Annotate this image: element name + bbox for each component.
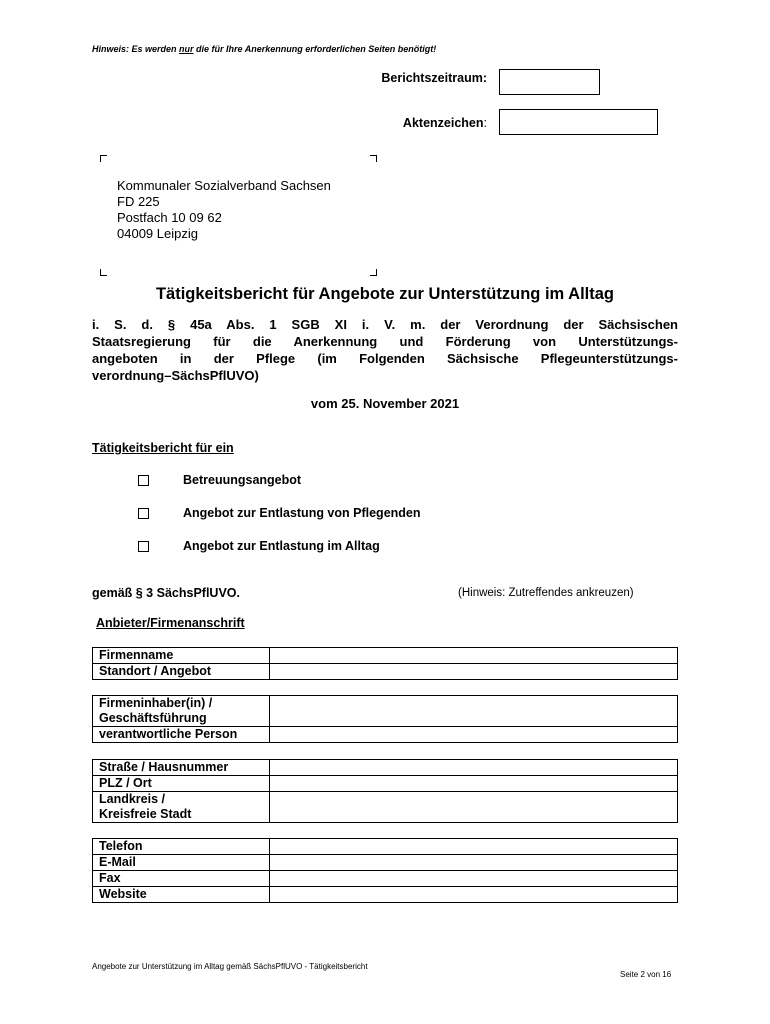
field-input-website[interactable] — [270, 887, 678, 903]
provider-table-address — [92, 759, 678, 823]
table-row — [93, 792, 678, 823]
table-row — [93, 664, 678, 680]
table-row — [93, 839, 678, 855]
field-label-plz-ort: PLZ / Ort — [93, 776, 270, 792]
field-label-landkreis — [93, 792, 270, 823]
address-line-4: 04009 Leipzig — [117, 226, 198, 241]
field-input-fax[interactable] — [270, 871, 678, 887]
field-input-email[interactable] — [270, 855, 678, 871]
aktenzeichen-colon: : — [483, 116, 487, 130]
field-input-landkreis[interactable] — [270, 792, 678, 823]
field-label-inhaber-line-1: Firmeninhaber(in) / — [99, 696, 213, 710]
recipient-address — [117, 178, 331, 242]
field-label-firmenname: Firmenname — [93, 648, 270, 664]
address-corner-top-left — [100, 155, 107, 162]
hint-text-emphasis: nur — [179, 44, 194, 54]
aktenzeichen-label — [403, 116, 487, 130]
option-checkbox-entlastung-alltag[interactable] — [138, 541, 149, 552]
footer-page-number: Seite 2 von 16 — [620, 970, 672, 979]
field-label-fax: Fax — [93, 871, 270, 887]
address-line-2: FD 225 — [117, 194, 160, 209]
option-label-betreuungsangebot: Betreuungsangebot — [183, 473, 302, 487]
provider-table-company — [92, 647, 678, 680]
field-label-inhaber — [93, 696, 270, 727]
table-row — [93, 776, 678, 792]
legal-line-3: angeboten in der Pflege (im Folgenden Sächsische Pflegeunterstützungs- — [92, 351, 678, 366]
table-row — [93, 696, 678, 727]
hint-text-post: die für Ihre Anerkennung erforderlichen Seiten benötigt! — [193, 44, 437, 54]
hint-text-pre: Hinweis: Es werden — [92, 44, 180, 54]
table-row — [93, 855, 678, 871]
address-line-3: Postfach 10 09 62 — [117, 210, 222, 225]
table-row — [93, 648, 678, 664]
field-input-verantwortliche-person[interactable] — [270, 727, 678, 743]
tick-hint: (Hinweis: Zutreffendes ankreuzen) — [458, 587, 634, 599]
option-label-entlastung-pflegende: Angebot zur Entlastung von Pflegenden — [183, 506, 421, 520]
legal-reference: gemäß § 3 SächsPflUVO. — [92, 586, 240, 600]
regulation-date: vom 25. November 2021 — [310, 396, 460, 411]
table-row — [93, 871, 678, 887]
address-corner-bottom-right — [370, 269, 377, 276]
address-line-1: Kommunaler Sozialverband Sachsen — [117, 178, 331, 193]
field-label-landkreis-line-1: Landkreis / — [99, 792, 165, 806]
berichtszeitraum-label: Berichtszeitraum: — [381, 71, 487, 85]
option-checkbox-betreuungsangebot[interactable] — [138, 475, 149, 486]
field-label-landkreis-line-2: Kreisfreie Stadt — [99, 807, 192, 821]
aktenzeichen-field[interactable] — [499, 109, 658, 135]
field-input-plz-ort[interactable] — [270, 776, 678, 792]
legal-basis-paragraph — [92, 316, 678, 384]
field-input-strasse[interactable] — [270, 760, 678, 776]
field-label-standort: Standort / Angebot — [93, 664, 270, 680]
field-input-telefon[interactable] — [270, 839, 678, 855]
hint-note — [92, 44, 436, 54]
field-input-standort[interactable] — [270, 664, 678, 680]
berichtszeitraum-field[interactable] — [499, 69, 600, 95]
field-label-strasse: Straße / Hausnummer — [93, 760, 270, 776]
field-label-inhaber-line-2: Geschäftsführung — [99, 711, 207, 725]
table-row — [93, 887, 678, 903]
field-label-website: Website — [93, 887, 270, 903]
field-label-verantwortliche-person: verantwortliche Person — [93, 727, 270, 743]
field-input-inhaber[interactable] — [270, 696, 678, 727]
table-row — [93, 760, 678, 776]
address-corner-top-right — [370, 155, 377, 162]
provider-heading: Anbieter/Firmenanschrift — [96, 616, 245, 630]
report-type-heading: Tätigkeitsbericht für ein — [92, 441, 234, 455]
field-input-firmenname[interactable] — [270, 648, 678, 664]
option-checkbox-entlastung-pflegende[interactable] — [138, 508, 149, 519]
address-corner-bottom-left — [100, 269, 107, 276]
aktenzeichen-label-text: Aktenzeichen — [402, 116, 484, 130]
table-row — [93, 727, 678, 743]
field-label-email: E-Mail — [93, 855, 270, 871]
option-label-entlastung-alltag: Angebot zur Entlastung im Alltag — [183, 539, 380, 553]
legal-line-4: verordnung–SächsPflUVO) — [92, 368, 259, 383]
provider-table-contact — [92, 838, 678, 903]
provider-table-owner — [92, 695, 678, 743]
field-label-telefon: Telefon — [93, 839, 270, 855]
footer-document-name: Angebote zur Unterstützung im Alltag gemäß SächsPflUVO - Tätigkeitsbericht — [92, 962, 368, 971]
document-title: Tätigkeitsbericht für Angebote zur Unterstützung im Alltag — [155, 285, 615, 303]
legal-line-2: Staatsregierung für die Anerkennung und Förderung von Unterstützungs- — [92, 334, 678, 349]
legal-line-1: i. S. d. § 45a Abs. 1 SGB XI i. V. m. der Verordnung der Sächsischen — [92, 317, 678, 332]
